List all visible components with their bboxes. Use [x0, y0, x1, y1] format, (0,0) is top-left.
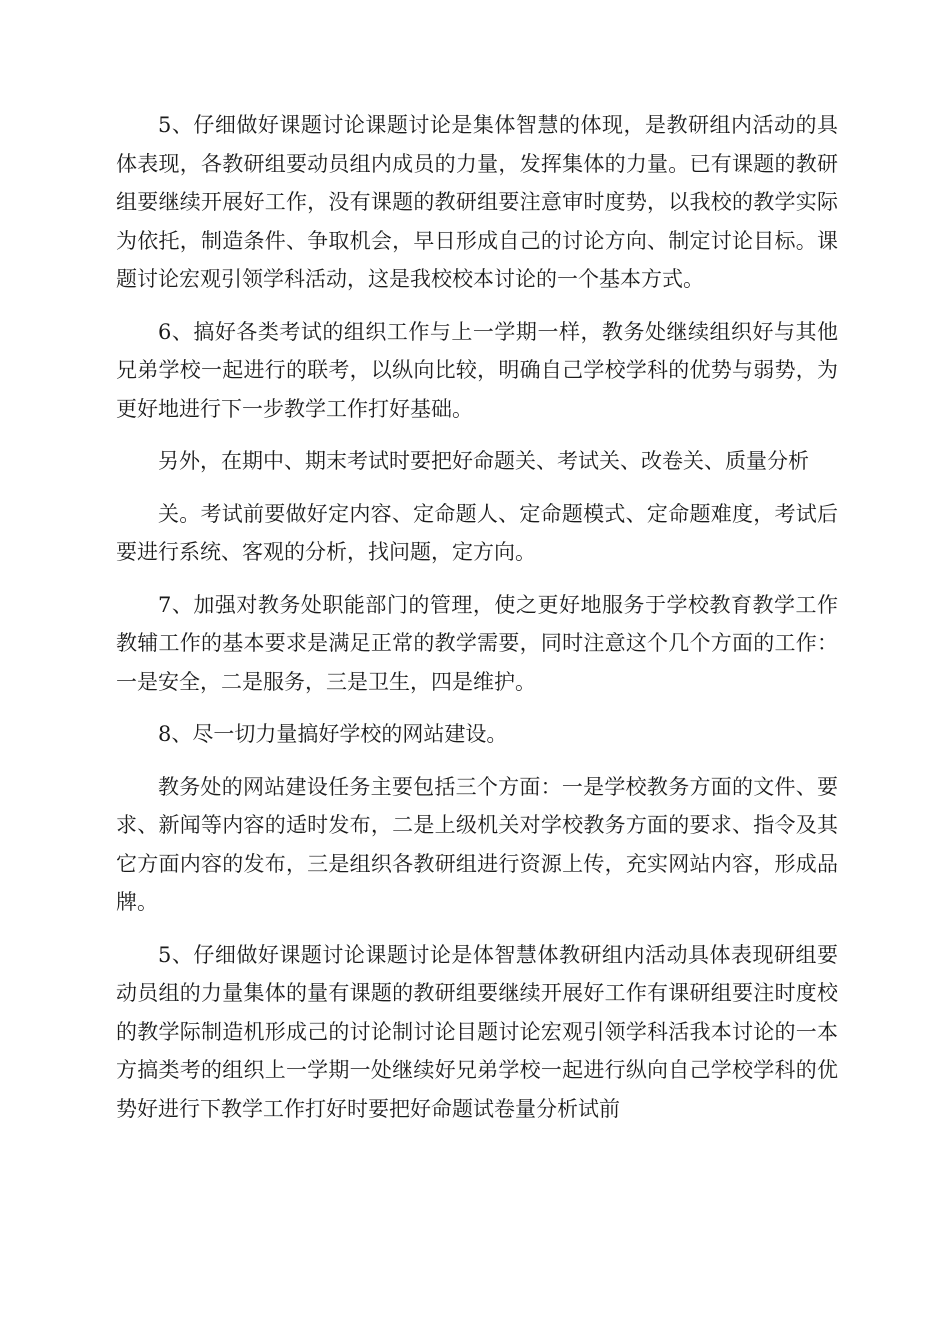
paragraph-7: 教务处的网站建设任务主要包括三个方面：一是学校教务方面的文件、要求、新闻等内容的适时发布，二是上级机关对学校教务方面的要求、指令及其它方面内容的发布，三是组织各教研组进行资源上传，充实网站内容，形成品牌。	[116, 774, 838, 914]
paragraph-4: 关。考试前要做好定内容、定命题人、定命题模式、定命题难度，考试后要进行系统、客观的分析，找问题，定方向。	[116, 501, 838, 564]
paragraph-1: 5、仔细做好课题讨论课题讨论是集体智慧的体现，是教研组内活动的具体表现，各教研组要动员组内成员的力量，发挥集体的力量。已有课题的教研组要继续开展好工作，没有课题的教研组要注意审时度势，以我校的教学实际为依托，制造条件、争取机会，早日形成自己的讨论方向、制定讨论目标。课题讨论宏观引领学科活动，这是我校校本讨论的一个基本方式。	[116, 113, 838, 291]
document-page	[116, 106, 838, 1142]
paragraph-3: 另外，在期中、期末考试时要把好命题关、考试关、改卷关、质量分析	[158, 449, 809, 473]
paragraph-5: 7、加强对教务处职能部门的管理，使之更好地服务于学校教育教学工作教辅工作的基本要求是满足正常的教学需要，同时注意这个几个方面的工作：一是安全，二是服务，三是卫生，四是维护。	[116, 592, 838, 694]
paragraph-2: 6、搞好各类考试的组织工作与上一学期一样，教务处继续组织好与其他兄弟学校一起进行的联考，以纵向比较，明确自己学校学科的优势与弱势，为更好地进行下一步教学工作打好基础。	[116, 319, 838, 421]
paragraph-6: 8、尽一切力量搞好学校的网站建设。	[158, 722, 508, 746]
paragraph-8: 5、仔细做好课题讨论课题讨论是体智慧体教研组内活动具体表现研组要动员组的力量集体的量有课题的教研组要继续开展好工作有课研组要注时度校的教学际制造机形成己的讨论制讨论目题讨论宏观引领学科活我本讨论的一本方搞类考的组织上一学期一处继续好兄弟学校一起进行纵向自己学校学科的优势好进行下教学工作打好时要把好命题试卷量分析试前	[116, 942, 838, 1121]
